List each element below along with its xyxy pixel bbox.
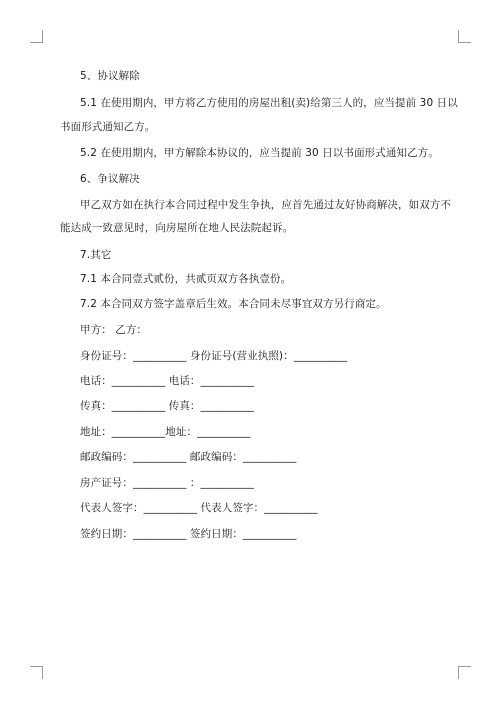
clause-7-1: 7.1 本合同壹式贰份，共贰页双方各执壹份。 (80, 273, 292, 285)
section-5-title: 5、协议解除 (80, 70, 140, 82)
crop-mark-bottom-left (30, 666, 43, 679)
clause-5-2: 5.2 在使用期内，甲方解除本协议的，应当提前 30 日以书面形式通知乙方。 (80, 147, 439, 159)
crop-mark-top-left (30, 30, 43, 43)
representative-signature-line: 代表人签字：__________ 代表人签字：__________ (80, 502, 318, 514)
signing-date-line: 签约日期：__________ 签约日期：__________ (80, 528, 297, 540)
address-line: 地址：__________地址：__________ (80, 426, 251, 438)
clause-5-1-line-2: 书面形式通知乙方。 (60, 121, 156, 133)
crop-mark-bottom-right (458, 666, 471, 679)
phone-line: 电话：__________ 电话：__________ (80, 375, 255, 387)
section-7-title: 7.其它 (80, 249, 112, 261)
postal-code-line: 邮政编码：__________ 邮政编码：__________ (80, 451, 297, 463)
clause-5-1-line-1: 5.1 在使用期内，甲方将乙方使用的房屋出租(卖)给第三人的，应当提前 30 日以 (80, 97, 458, 109)
section-6-title: 6、争议解决 (80, 173, 140, 185)
parties-line: 甲方： 乙方： (80, 324, 148, 336)
fax-line: 传真：__________ 传真：__________ (80, 400, 255, 412)
clause-6-line-2: 能达成一致意见时，向房屋所在地人民法院起诉。 (60, 222, 294, 234)
clause-7-2: 7.2 本合同双方签字盖章后生效。本合同未尽事宜双方另行商定。 (80, 298, 387, 310)
id-number-line: 身份证号：__________ 身份证号(营业执照)：__________ (80, 350, 348, 362)
clause-6-line-1: 甲乙双方如在执行本合同过程中发生争执，应首先通过友好协商解决，如双方不 (80, 199, 451, 211)
property-deed-line: 房产证号：__________ ：__________ (80, 477, 255, 489)
crop-mark-top-right (458, 30, 471, 43)
